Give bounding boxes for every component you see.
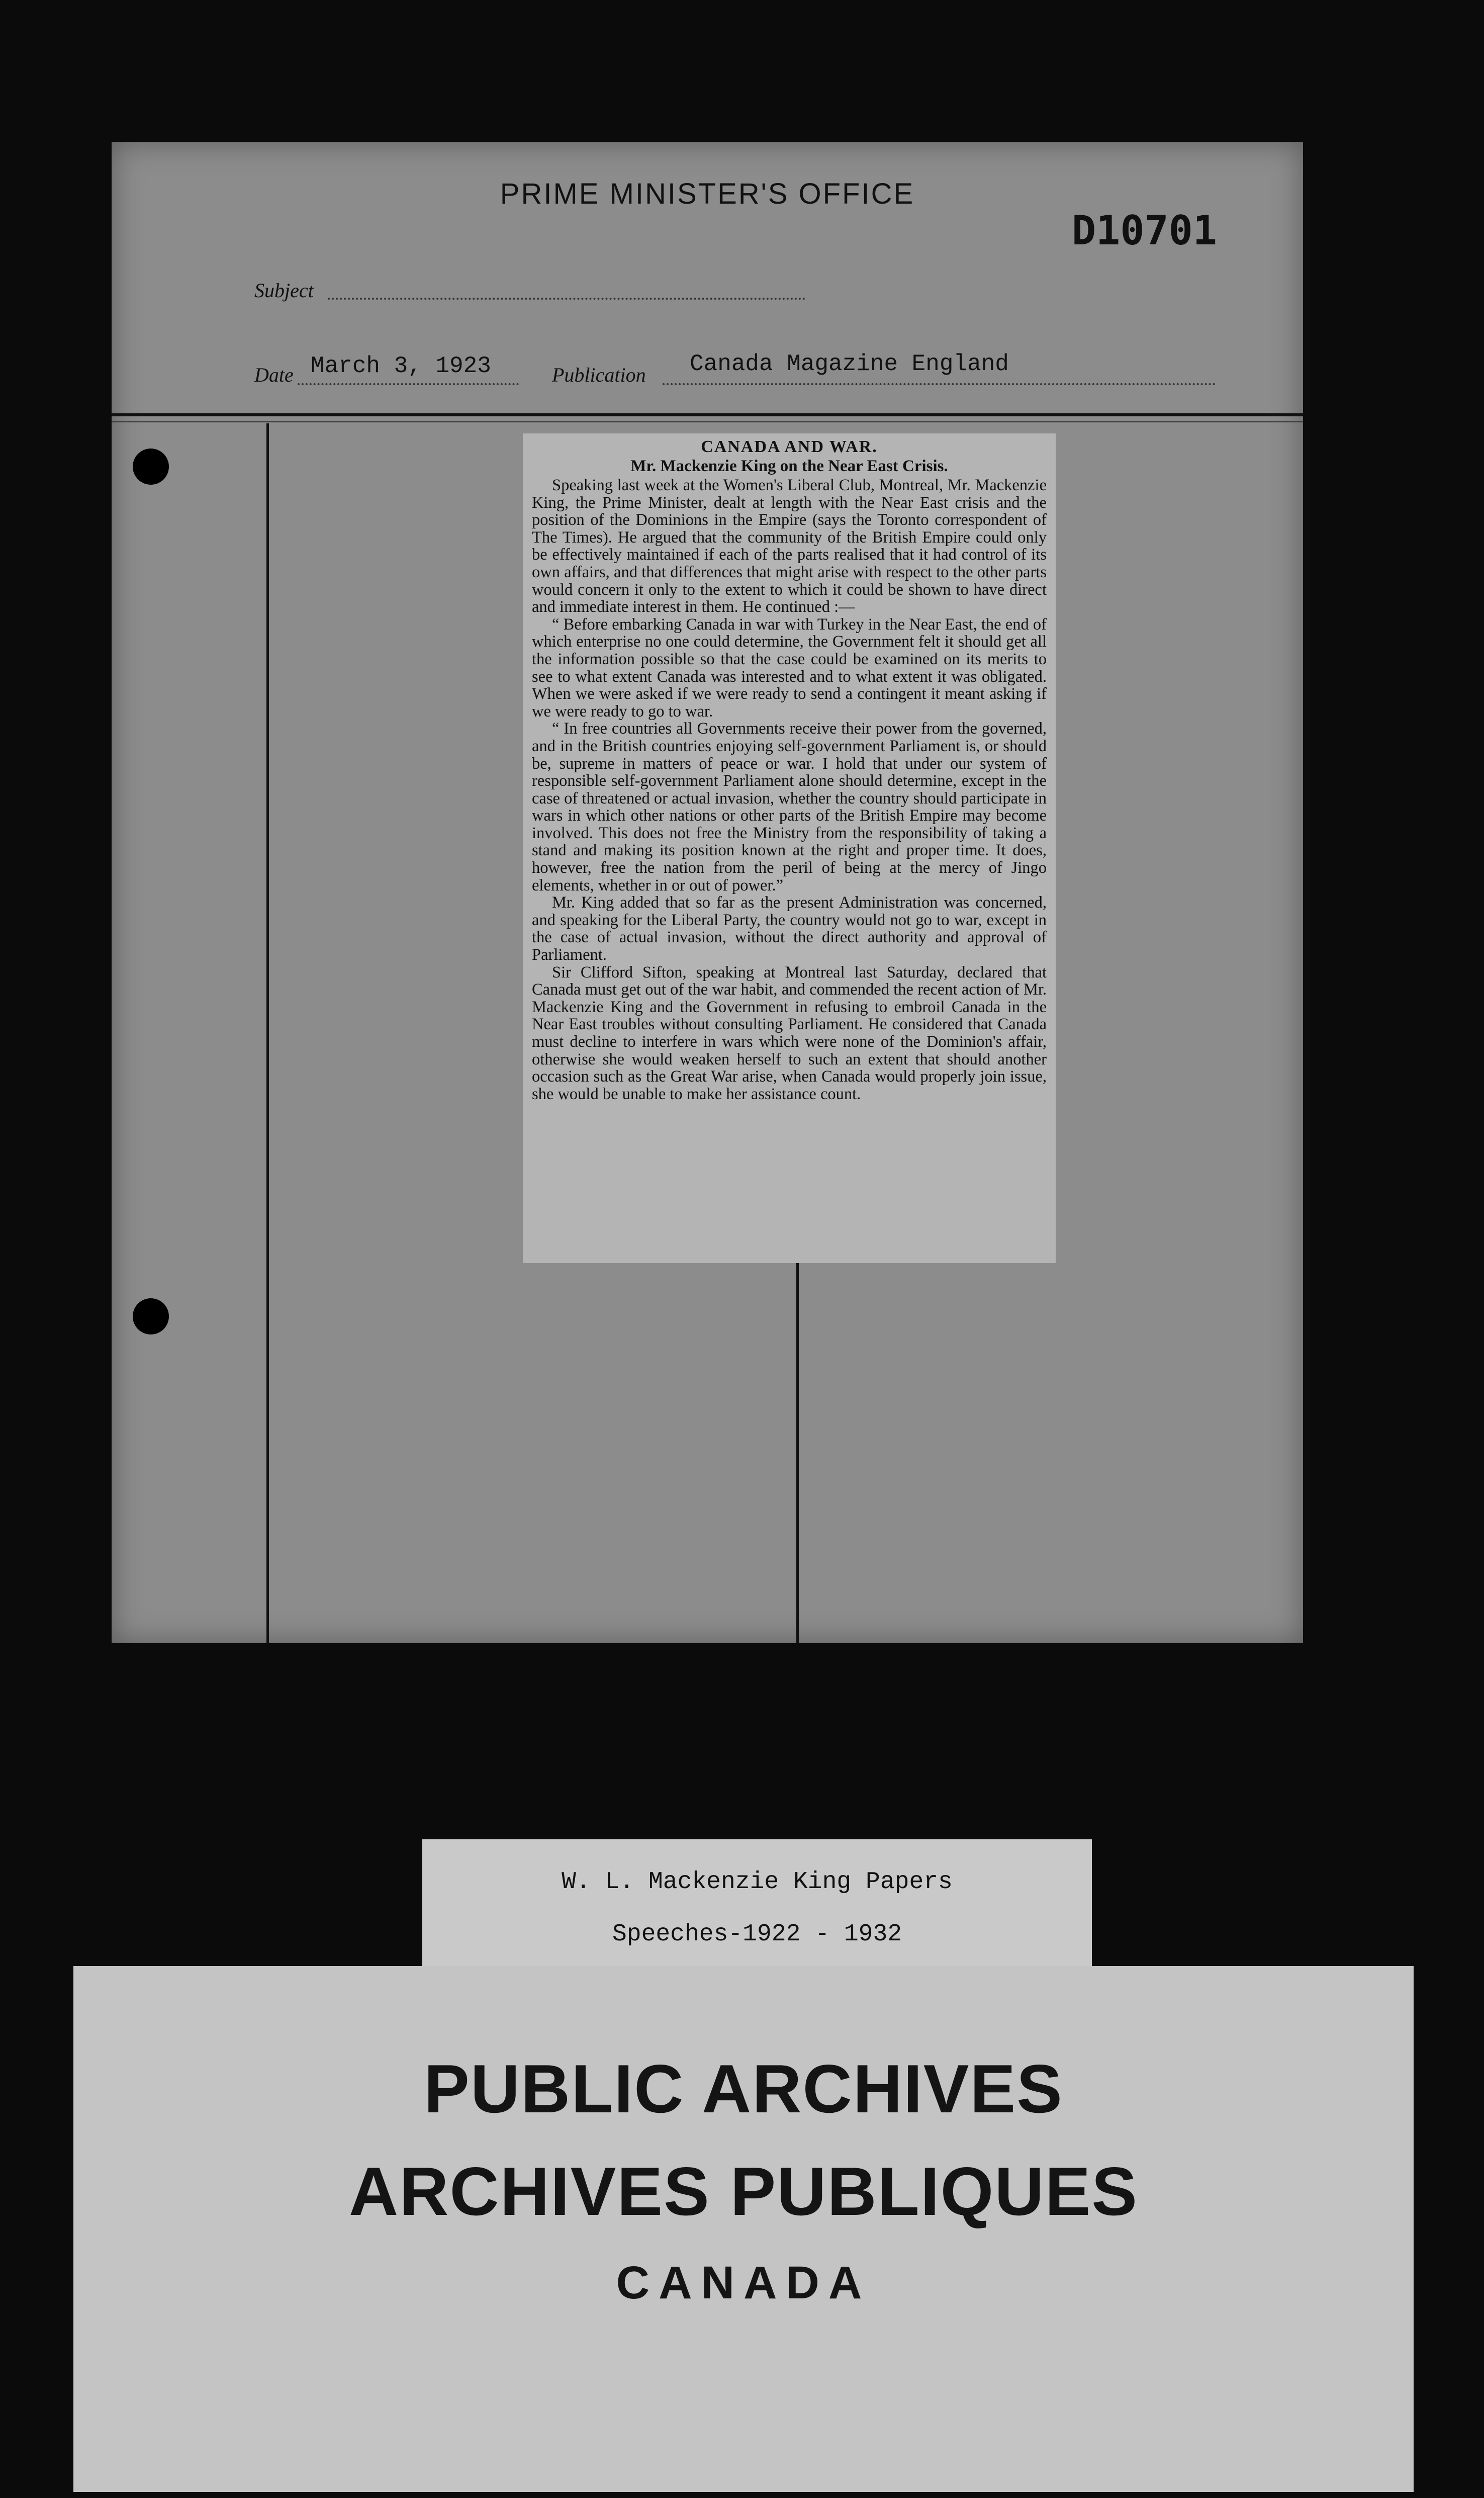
archive-title-fr: ARCHIVES PUBLIQUES (349, 2153, 1138, 2229)
margin-rule-left (266, 423, 269, 1643)
publication-value: Canada Magazine England (690, 351, 1009, 377)
collection-label (422, 1839, 1092, 1977)
clipping-heading: CANADA AND WAR. (701, 437, 878, 456)
office-title: PRIME MINISTER'S OFFICE (500, 177, 915, 210)
clipping-body (532, 477, 1047, 1103)
archive-card (73, 1966, 1414, 2492)
document-number-stamp: D10701 (1072, 207, 1217, 254)
newspaper-clipping (523, 433, 1056, 1263)
date-value: March 3, 1923 (311, 353, 491, 379)
date-label: Date (254, 364, 294, 386)
center-rule (796, 1263, 799, 1643)
clipping-paragraph: “ In free countries all Governments receive their power from the governed, and in the British countries enjoying self-government Parliament is, or should be, supreme in matters of peace or war. I hold that under our system of responsible self-government Parliament alone should determine, except in the case of threatened or actual invasion, whether the country should participate in wars in which other nations or other parts of the British Empire may become involved. This does not free the Ministry from the responsibility of taking a stand and making its position known at the right and proper time. It does, however, free the nation from the peril of being at the mercy of Jingo elements, whether in or out of power.” (532, 720, 1047, 895)
publication-line (663, 383, 1216, 385)
punch-hole-top (133, 449, 169, 485)
punch-hole-bottom (133, 1298, 169, 1334)
header-rule (112, 413, 1303, 416)
archive-country: CANADA (616, 2257, 871, 2308)
clipping-subheading: Mr. Mackenzie King on the Near East Crisis. (630, 457, 948, 475)
subject-label: Subject (254, 279, 314, 302)
clipping-paragraph: Sir Clifford Sifton, speaking at Montreal last Saturday, declared that Canada must get out of the war habit, and commended the recent action of Mr. Mackenzie King and the Government in refusing to embroil Canada in the Near East troubles without consulting Parliament. He considered that Canada must decline to interfere in wars which were none of the Dominion's affair, otherwise she would weaken herself to such an extent that should another occasion such as the Great War arise, when Canada would properly join issue, she would be unable to make her assistance count. (532, 963, 1047, 1103)
clipping-paragraph: “ Before embarking Canada in war with Turkey in the Near East, the end of which enterprise no one could determine, the Government felt it should get all the information possible so that the case could be examined on its merits to see to what extent Canada was interested and to what extent it was obligated. When we were asked if we were ready to send a contingent it meant asking if we were ready to go to war. (532, 615, 1047, 721)
publication-label: Publication (552, 364, 646, 386)
subject-line (328, 298, 805, 300)
document-sheet (112, 142, 1303, 1643)
collection-series: Speeches-1922 - 1932 (612, 1921, 902, 1948)
header-rule-thin (112, 421, 1303, 422)
collection-name: W. L. Mackenzie King Papers (562, 1868, 953, 1896)
clipping-paragraph: Mr. King added that so far as the present Administration was concerned, and speaking for the Liberal Party, the country would not go to war, except in the case of actual invasion, without the direct authority and approval of Parliament. (532, 894, 1047, 964)
clipping-paragraph: Speaking last week at the Women's Liberal Club, Montreal, Mr. Mackenzie King, the Prime Minister, dealt at length with the Near East crisis and the position of the Dominions in the Empire (says the Toronto correspondent of The Times). He argued that the community of the British Empire could only be effectively maintained if each of the parts realised that it had control of its own affairs, and that differences that might arise with respect to the other parts would concern it only to the extent to which it could be shown to have direct and immediate interest in them. He continued :— (532, 476, 1047, 616)
archive-title-en: PUBLIC ARCHIVES (424, 2050, 1063, 2127)
date-line (298, 383, 519, 385)
